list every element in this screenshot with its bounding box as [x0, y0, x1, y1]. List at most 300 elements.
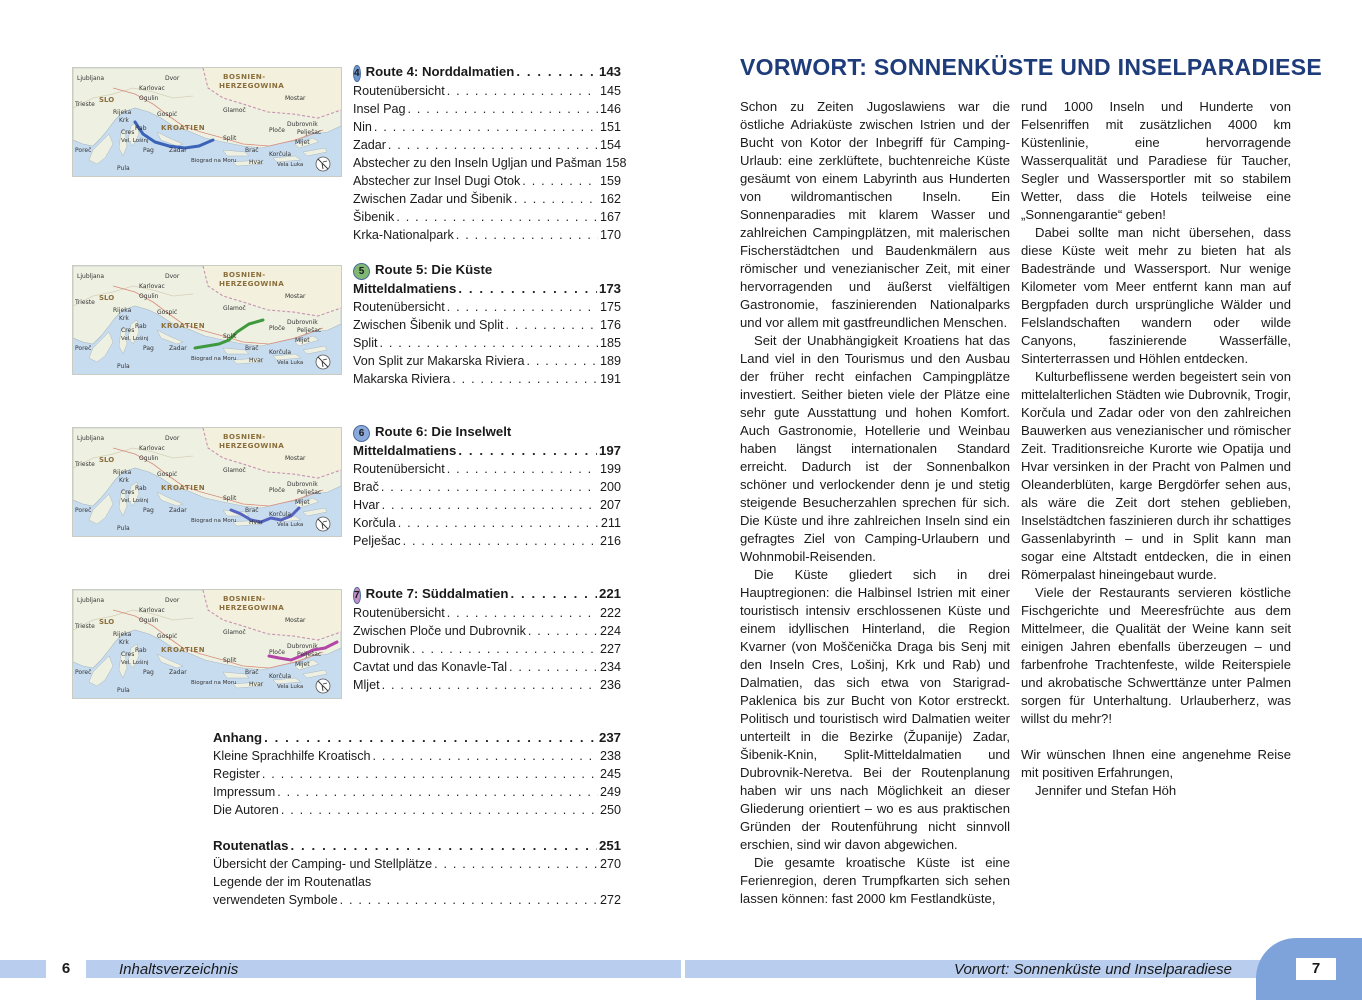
svg-text:Pag: Pag	[143, 147, 154, 154]
toc-entry-page: 234	[599, 660, 621, 674]
toc-leader-dots	[458, 442, 597, 460]
toc-entry	[213, 873, 621, 891]
toc-entry-title: Pelješac	[353, 534, 401, 548]
toc-entry-page: 151	[599, 120, 621, 134]
toc-leader-dots	[412, 640, 598, 658]
toc-entry	[353, 136, 621, 154]
toc-leader-dots	[373, 747, 598, 765]
svg-text:Brač: Brač	[245, 669, 259, 676]
svg-text:Zadar: Zadar	[169, 507, 187, 514]
toc-entry-title: Routenübersicht	[353, 84, 445, 98]
toc-leader-dots	[447, 460, 598, 478]
toc-entry-title: Route 4: Norddalmatien	[365, 64, 515, 79]
toc-entry-page: 237	[598, 730, 621, 745]
svg-text:HERZEGOWINA: HERZEGOWINA	[219, 81, 285, 90]
svg-text:Korčula: Korčula	[269, 673, 292, 680]
toc-leader-dots	[447, 298, 598, 316]
toc-entry	[353, 585, 621, 604]
toc-entry-page: 236	[599, 678, 621, 692]
svg-text:Trieste: Trieste	[75, 461, 95, 468]
svg-text:Glamoč: Glamoč	[223, 467, 246, 474]
svg-text:KROATIEN: KROATIEN	[161, 646, 206, 654]
svg-text:KROATIEN: KROATIEN	[161, 124, 206, 132]
paragraph: Die gesamte kroatische Küste ist eine Ferienregion, deren Trumpfkarten sich sehen lassen können: fast 2000 km Festlandküste,	[740, 855, 1010, 906]
toc-leader-dots	[277, 783, 598, 801]
svg-text:Rijeka: Rijeka	[113, 109, 132, 116]
svg-text:Mostar: Mostar	[285, 617, 306, 624]
toc-entry	[353, 604, 621, 622]
toc-entry	[353, 298, 621, 316]
svg-text:Dubrovnik: Dubrovnik	[287, 481, 318, 488]
toc-entry-title: Mljet	[353, 678, 380, 692]
page-title: VORWORT: SONNENKÜSTE UND INSELPARADIESE	[740, 54, 1323, 80]
toc-leader-dots	[456, 226, 598, 244]
svg-text:Ploče: Ploče	[269, 487, 285, 494]
toc-leader-dots	[281, 801, 598, 819]
toc-entry	[353, 532, 621, 550]
toc-entry-title: verwendeten Symbole	[213, 893, 338, 907]
svg-text:KROATIEN: KROATIEN	[161, 484, 206, 492]
toc-leader-dots	[264, 729, 597, 747]
toc-entry	[353, 658, 621, 676]
route-5-map	[72, 265, 342, 375]
toc-entry-title: Zwischen Zadar und Šibenik	[353, 192, 512, 206]
paragraph: Dabei sollte man nicht übersehen, dass diese Küste weit mehr zu bieten hat als Badestrände und Wassersport. Nur wenige Kilometer vom Meer entfernt kann man auf Bergpfaden durch ursprüngliche Wälder und Felslandschaften wandern oder wilde Canyons, faszinierende Wasserfälle, Sinterterrassen und Höhlen entdecken.	[1021, 225, 1291, 366]
svg-text:Rab: Rab	[135, 485, 147, 492]
toc-entry-title: Korčula	[353, 516, 396, 530]
svg-text:Karlovac: Karlovac	[139, 283, 165, 290]
svg-text:Krk: Krk	[119, 117, 129, 124]
toc-leader-dots	[381, 478, 598, 496]
toc-entry	[353, 100, 621, 118]
toc-entry	[353, 63, 621, 82]
route-5-toc	[353, 261, 621, 388]
toc-leader-dots	[516, 63, 597, 81]
svg-text:Split: Split	[223, 333, 237, 340]
toc-entry-page: 207	[599, 498, 621, 512]
route-7-map	[72, 589, 342, 699]
toc-leader-dots	[374, 118, 598, 136]
toc-leader-dots	[510, 585, 597, 603]
toc-leader-dots	[526, 352, 598, 370]
svg-text:Zadar: Zadar	[169, 669, 187, 676]
toc-entry-page: 173	[598, 281, 621, 296]
toc-leader-dots	[403, 532, 598, 550]
svg-text:Pula: Pula	[117, 687, 130, 694]
toc-leader-dots	[506, 316, 598, 334]
toc-entry	[213, 891, 621, 909]
svg-text:Trieste: Trieste	[75, 623, 95, 630]
toc-entry-page: 158	[605, 156, 627, 170]
svg-text:Split: Split	[223, 495, 237, 502]
toc-entry	[353, 514, 621, 532]
svg-text:Karlovac: Karlovac	[139, 85, 165, 92]
toc-entry-title: Route 5: Die Küste	[375, 262, 493, 277]
svg-text:Vela Luka: Vela Luka	[277, 684, 304, 690]
route-6-map	[72, 427, 342, 537]
paragraph: Viele der Restaurants servieren köstliche Fischgerichte und Meeresfrüchte aus dem Mittelmeer, die Qualität der Weine kann seit einigen Jahren ebenfalls überzeugen – und farbenfrohe Trachtenfeste, wilde Reiterspiele und akrobatische Schwerttänze unter Palmen sorgen für Unterhaltung. Urlauberherz, was willst du mehr?!	[1021, 585, 1291, 726]
svg-text:Krk: Krk	[119, 639, 129, 646]
toc-entry-page: 249	[599, 785, 621, 799]
svg-text:Korčula: Korčula	[269, 511, 292, 518]
signature: Jennifer und Stefan Höh	[1035, 783, 1177, 798]
svg-text:Dubrovnik: Dubrovnik	[287, 319, 318, 326]
svg-text:Ploče: Ploče	[269, 325, 285, 332]
left-page-number: 6	[46, 958, 86, 980]
svg-text:Dvor: Dvor	[165, 597, 180, 604]
toc-entry	[213, 729, 621, 747]
svg-text:SLO: SLO	[99, 618, 115, 626]
svg-text:Brač: Brač	[245, 345, 259, 352]
toc-entry	[353, 226, 621, 244]
paragraph: Seit der Unabhängigkeit Kroatiens hat das Land viel in den Tourismus und den Ausbau der früher recht einfachen Campingplätze investiert. Seither bieten viele der Plätze eine sehr gute Ausstattung und hohen Komfort. Auch Gastronomie, Hotellerie und Weinbau haben längst internationalen Standard erreicht. Dadurch ist der Sonnenbalkon schöner und verlockender denn je und stetig steigende Besucherzahlen sprechen für sich. Die Küste und ihre zahlreichen Inseln sind ein gefragtes Ziel von Camping-Urlaubern und Wohnmobil-Reisenden.	[740, 333, 1010, 564]
atlas-toc	[213, 837, 621, 909]
toc-entry-page: 270	[599, 857, 621, 871]
svg-text:Split: Split	[223, 135, 237, 142]
toc-entry-page: 176	[599, 318, 621, 332]
toc-entry	[353, 676, 621, 694]
svg-text:Ploče: Ploče	[269, 649, 285, 656]
svg-text:Rab: Rab	[135, 647, 147, 654]
svg-text:BOSNIEN-: BOSNIEN-	[223, 270, 266, 279]
svg-text:BOSNIEN-: BOSNIEN-	[223, 72, 266, 81]
toc-entry	[353, 460, 621, 478]
svg-text:Zadar: Zadar	[169, 345, 187, 352]
route-4-map	[72, 67, 342, 177]
svg-text:Hvar: Hvar	[249, 519, 264, 526]
svg-text:Ogulin: Ogulin	[139, 617, 159, 624]
toc-entry-page: 245	[599, 767, 621, 781]
svg-text:Rijeka: Rijeka	[113, 469, 132, 476]
svg-text:Cres: Cres	[121, 327, 135, 334]
toc-entry	[353, 154, 627, 172]
svg-text:Vel. Lošinj: Vel. Lošinj	[121, 660, 149, 666]
toc-entry	[353, 442, 621, 460]
toc-leader-dots	[447, 82, 598, 100]
toc-entry-title: Impressum	[213, 785, 276, 799]
toc-entry	[213, 801, 621, 819]
paragraph: rund 1000 Inseln und Hunderte von Felsenriffen mit zusätzlichen 4000 km Küstenlinie, eine hervorragende Wasserqualität und Paradiese für Taucher, Segler und Wassersportler mit so stabilem Wetter, dass die Hotels teilweise eine „Sonnengarantie“ geben!	[1021, 99, 1291, 222]
toc-entry-page: 197	[598, 443, 621, 458]
svg-text:Mljet: Mljet	[295, 139, 310, 146]
svg-text:Pula: Pula	[117, 165, 130, 172]
toc-entry-page: 175	[599, 300, 621, 314]
toc-entry	[353, 280, 621, 298]
toc-entry	[353, 423, 621, 442]
footer-left-label: Inhaltsverzeichnis	[119, 961, 239, 978]
toc-entry-page: 211	[600, 516, 621, 530]
svg-text:Glamoč: Glamoč	[223, 629, 246, 636]
svg-text:Glamoč: Glamoč	[223, 107, 246, 114]
svg-text:Gospić: Gospić	[157, 633, 178, 640]
toc-entry	[213, 783, 621, 801]
toc-leader-dots	[290, 837, 597, 855]
route-number-badge: 7	[353, 587, 361, 604]
svg-text:Gospić: Gospić	[157, 471, 178, 478]
svg-text:Rijeka: Rijeka	[113, 631, 132, 638]
svg-text:Karlovac: Karlovac	[139, 445, 165, 452]
svg-text:Mostar: Mostar	[285, 95, 306, 102]
svg-text:Biograd na Moru: Biograd na Moru	[191, 518, 237, 524]
toc-entry-title: Split	[353, 336, 378, 350]
toc-entry-page: 238	[599, 749, 621, 763]
svg-text:KROATIEN: KROATIEN	[161, 322, 206, 330]
svg-text:Pag: Pag	[143, 669, 154, 676]
toc-entry-title: Zwischen Ploče und Dubrovnik	[353, 624, 526, 638]
svg-text:Pelješac: Pelješac	[297, 129, 322, 136]
toc-entry-page: 200	[599, 480, 621, 494]
toc-entry	[353, 208, 621, 226]
toc-entry-page: 170	[599, 228, 621, 242]
paragraph: Schon zu Zeiten Jugoslawiens war die östliche Adriaküste zwischen Istrien und der Bucht von Kotor der Inbegriff für Camping-Urlaub: eine zerklüftete, buchtenreiche Küste gesäumt von einem Labyrinth aus Hunderten von wildromantischen Inseln. Ein Sonnenparadies mit klarem Wasser und zahlreichen Campingplätzen, mit malerischen Fischerstädtchen und Baudenkmälern aus römischer und venezianischer Zeit, mit einer hervorragenden und äußerst vielfältigen Gastronomie, faszinierenden Nationalparks und vor allem mit gastfreundlichen Menschen.	[740, 99, 1010, 330]
toc-leader-dots	[396, 208, 598, 226]
svg-text:HERZEGOWINA: HERZEGOWINA	[219, 279, 285, 288]
svg-text:Pula: Pula	[117, 363, 130, 370]
route-number-badge: 5	[353, 263, 370, 280]
toc-entry-title: Makarska Riviera	[353, 372, 451, 386]
svg-text:Dvor: Dvor	[165, 75, 180, 82]
toc-entry-page: 159	[599, 174, 621, 188]
svg-text:BOSNIEN-: BOSNIEN-	[223, 594, 266, 603]
toc-entry	[353, 352, 621, 370]
toc-entry-title: Routenübersicht	[353, 462, 445, 476]
svg-text:Brač: Brač	[245, 507, 259, 514]
toc-entry-title: Register	[213, 767, 260, 781]
svg-text:Krk: Krk	[119, 477, 129, 484]
toc-leader-dots	[458, 280, 597, 298]
toc-entry-page: 189	[599, 354, 621, 368]
svg-text:Gospić: Gospić	[157, 111, 178, 118]
toc-entry-title: Von Split zur Makarska Riviera	[353, 354, 525, 368]
toc-entry	[353, 82, 621, 100]
svg-text:Mljet: Mljet	[295, 661, 310, 668]
toc-entry-title: Zwischen Šibenik und Split	[353, 318, 504, 332]
svg-text:Dubrovnik: Dubrovnik	[287, 643, 318, 650]
toc-entry-title: Dubrovnik	[353, 642, 410, 656]
toc-entry	[353, 622, 621, 640]
svg-text:Glamoč: Glamoč	[223, 305, 246, 312]
toc-entry-title: Route 6: Die Inselwelt	[375, 424, 512, 439]
closing-text: Wir wünschen Ihnen eine angenehme Reise mit positiven Erfahrungen,	[1021, 747, 1291, 780]
toc-entry-title: Routenübersicht	[353, 300, 445, 314]
toc-entry-title: Zadar	[353, 138, 386, 152]
toc-leader-dots	[380, 334, 598, 352]
toc-entry-page: 251	[598, 838, 621, 853]
svg-text:Ogulin: Ogulin	[139, 95, 159, 102]
svg-text:Dvor: Dvor	[165, 273, 180, 280]
svg-text:Poreč: Poreč	[75, 507, 92, 514]
svg-text:Biograd na Moru: Biograd na Moru	[191, 158, 237, 164]
toc-entry-page: 167	[599, 210, 621, 224]
svg-text:Cres: Cres	[121, 489, 135, 496]
svg-text:Pag: Pag	[143, 345, 154, 352]
svg-text:Mljet: Mljet	[295, 337, 310, 344]
svg-text:SLO: SLO	[99, 96, 115, 104]
paragraph: Die Küste gliedert sich in drei Hauptregionen: die Halbinsel Istrien mit einer touristisch intensiv erschlossenen Küste und einem idyllischen Hinterland, die Region Kvarner (von Moščenička Draga bis Senj mit den Inseln Cres, Lošinj, Krk und Rab) und Dalmatien, das sich etwa von Starigrad-Paklenica bis zur Bucht von Kotor erstreckt. Politisch und touristisch wird Dalmatien weiter unterteilt in die Bezirke (Županije) Zadar, Šibenik-Knin, Split-Mitteldalmatien und Dubrovnik-Neretva. Bei der Routenplanung haben wir uns nach Möglichkeit an dieser Gliederung orientiert – wo es aus praktischen Gründen der Routenführung nicht sinnvoll erschien, sind wir davon abgewichen.	[740, 567, 1010, 852]
toc-entry-page: 199	[599, 462, 621, 476]
toc-entry	[213, 855, 621, 873]
svg-text:Trieste: Trieste	[75, 299, 95, 306]
svg-text:HERZEGOWINA: HERZEGOWINA	[219, 603, 285, 612]
route-6-toc	[353, 423, 621, 550]
toc-entry	[213, 747, 621, 765]
route-4-toc	[353, 63, 627, 244]
route-number-badge: 6	[353, 425, 370, 442]
svg-text:Hvar: Hvar	[249, 357, 264, 364]
toc-entry-page: 143	[598, 64, 621, 79]
toc-leader-dots	[382, 496, 598, 514]
paragraph-gap	[1021, 728, 1291, 746]
toc-entry	[353, 172, 621, 190]
toc-entry-title: Hvar	[353, 498, 380, 512]
toc-entry-title: Mitteldalmatiens	[353, 443, 457, 458]
toc-entry-title: Abstecher zu den Inseln Ugljan und Pašman	[353, 156, 602, 170]
toc-entry-page: 227	[599, 642, 621, 656]
svg-text:Korčula: Korčula	[269, 349, 292, 356]
toc-entry-page: 162	[599, 192, 621, 206]
toc-leader-dots	[388, 136, 598, 154]
svg-text:Trieste: Trieste	[75, 101, 95, 108]
toc-leader-dots	[447, 604, 598, 622]
toc-entry-page: 272	[599, 893, 621, 907]
toc-leader-dots	[514, 190, 598, 208]
svg-text:Vela Luka: Vela Luka	[277, 522, 304, 528]
toc-entry-page: 191	[599, 372, 621, 386]
footer-band-left	[0, 960, 681, 978]
toc-leader-dots	[452, 370, 598, 388]
footer-right-label: Vorwort: Sonnenküste und Inselparadiese	[954, 961, 1232, 978]
toc-entry	[353, 316, 621, 334]
toc-entry-title: Mitteldalmatiens	[353, 281, 457, 296]
toc-entry-title: Kleine Sprachhilfe Kroatisch	[213, 749, 371, 763]
svg-text:Hvar: Hvar	[249, 681, 264, 688]
toc-leader-dots	[509, 658, 598, 676]
svg-text:Ljubljana: Ljubljana	[77, 75, 105, 82]
toc-entry-page: 154	[599, 138, 621, 152]
right-page-number: 7	[1296, 958, 1336, 980]
toc-entry	[353, 118, 621, 136]
toc-leader-dots	[382, 676, 598, 694]
svg-text:Brač: Brač	[245, 147, 259, 154]
svg-text:Zadar: Zadar	[169, 147, 187, 154]
toc-entry	[353, 640, 621, 658]
svg-text:SLO: SLO	[99, 456, 115, 464]
toc-entry-title: Legende der im Routenatlas	[213, 875, 372, 889]
toc-entry-title: Die Autoren	[213, 803, 279, 817]
svg-text:Ljubljana: Ljubljana	[77, 597, 105, 604]
text-column-1	[740, 98, 1010, 908]
svg-text:Poreč: Poreč	[75, 147, 92, 154]
svg-text:Rab: Rab	[135, 323, 147, 330]
svg-text:Krk: Krk	[119, 315, 129, 322]
svg-text:Pelješac: Pelješac	[297, 489, 322, 496]
svg-text:Vel. Lošinj: Vel. Lošinj	[121, 498, 149, 504]
svg-text:Poreč: Poreč	[75, 669, 92, 676]
svg-text:Rijeka: Rijeka	[113, 307, 132, 314]
svg-text:Ogulin: Ogulin	[139, 455, 159, 462]
toc-entry	[353, 334, 621, 352]
svg-text:Mostar: Mostar	[285, 455, 306, 462]
toc-entry-title: Insel Pag	[353, 102, 406, 116]
svg-text:Mljet: Mljet	[295, 499, 310, 506]
svg-text:BOSNIEN-: BOSNIEN-	[223, 432, 266, 441]
toc-entry-page: 216	[599, 534, 621, 548]
svg-text:Rab: Rab	[135, 125, 147, 132]
svg-text:Karlovac: Karlovac	[139, 607, 165, 614]
svg-text:Pelješac: Pelješac	[297, 327, 322, 334]
toc-entry-title: Routenatlas	[213, 838, 289, 853]
svg-text:Ljubljana: Ljubljana	[77, 435, 105, 442]
svg-text:Ploče: Ploče	[269, 127, 285, 134]
toc-entry	[353, 261, 621, 280]
toc-leader-dots	[398, 514, 599, 532]
svg-text:Hvar: Hvar	[249, 159, 264, 166]
toc-entry-page: 185	[599, 336, 621, 350]
svg-text:Gospić: Gospić	[157, 309, 178, 316]
toc-leader-dots	[522, 172, 598, 190]
svg-text:Vela Luka: Vela Luka	[277, 162, 304, 168]
svg-text:Dubrovnik: Dubrovnik	[287, 121, 318, 128]
svg-text:SLO: SLO	[99, 294, 115, 302]
svg-text:Poreč: Poreč	[75, 345, 92, 352]
toc-leader-dots	[528, 622, 598, 640]
svg-text:Korčula: Korčula	[269, 151, 292, 158]
svg-text:Ljubljana: Ljubljana	[77, 273, 105, 280]
svg-text:HERZEGOWINA: HERZEGOWINA	[219, 441, 285, 450]
toc-entry-title: Krka-Nationalpark	[353, 228, 454, 242]
appendix-toc	[213, 729, 621, 819]
toc-entry-title: Anhang	[213, 730, 263, 745]
svg-text:Vela Luka: Vela Luka	[277, 360, 304, 366]
toc-entry	[213, 765, 621, 783]
toc-entry	[353, 190, 621, 208]
svg-text:Cres: Cres	[121, 129, 135, 136]
svg-text:Ogulin: Ogulin	[139, 293, 159, 300]
toc-entry	[353, 370, 621, 388]
toc-entry-title: Abstecher zur Insel Dugi Otok	[353, 174, 521, 188]
route-number-badge: 4	[353, 65, 361, 82]
toc-entry-page: 146	[599, 102, 621, 116]
toc-entry-title: Route 7: Süddalmatien	[365, 586, 509, 601]
svg-text:Pula: Pula	[117, 525, 130, 532]
svg-text:Mostar: Mostar	[285, 293, 306, 300]
svg-text:Vel. Lošinj: Vel. Lošinj	[121, 138, 149, 144]
route-7-toc	[353, 585, 621, 694]
toc-entry-title: Routenübersicht	[353, 606, 445, 620]
toc-entry	[353, 496, 621, 514]
toc-entry-page: 222	[599, 606, 621, 620]
toc-entry-page: 145	[599, 84, 621, 98]
svg-text:Pelješac: Pelješac	[297, 651, 322, 658]
toc-entry-title: Brač	[353, 480, 379, 494]
toc-entry-page: 221	[598, 586, 621, 601]
svg-text:Cres: Cres	[121, 651, 135, 658]
toc-entry-title: Cavtat und das Konavle-Tal	[353, 660, 508, 674]
toc-entry-page: 250	[599, 803, 621, 817]
svg-text:Vel. Lošinj: Vel. Lošinj	[121, 336, 149, 342]
toc-leader-dots	[262, 765, 598, 783]
svg-text:Dvor: Dvor	[165, 435, 180, 442]
toc-entry-title: Übersicht der Camping- und Stellplätze	[213, 857, 433, 871]
svg-text:Biograd na Moru: Biograd na Moru	[191, 356, 237, 362]
svg-text:Biograd na Moru: Biograd na Moru	[191, 680, 237, 686]
toc-leader-dots	[434, 855, 598, 873]
toc-entry	[213, 837, 621, 855]
svg-text:Split: Split	[223, 657, 237, 664]
svg-text:Pag: Pag	[143, 507, 154, 514]
text-column-2	[1021, 98, 1291, 800]
toc-leader-dots	[408, 100, 598, 118]
